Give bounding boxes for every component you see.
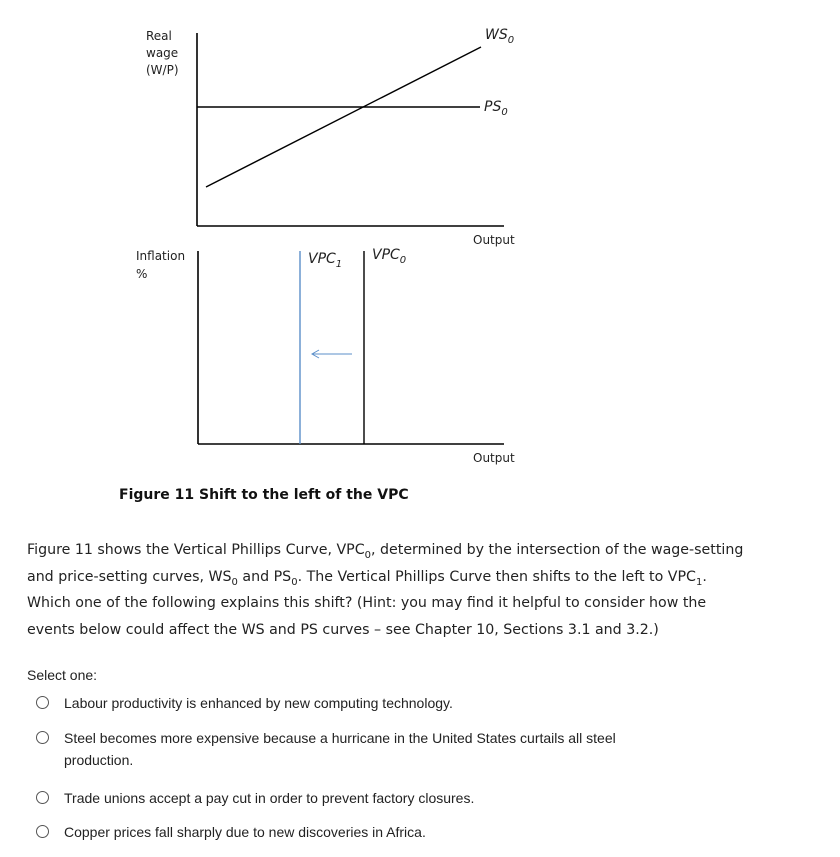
top-y-label: Real wage (W/P) xyxy=(146,29,179,77)
answer-option-4[interactable] xyxy=(36,821,684,843)
option-label: Copper prices fall sharply due to new discoveries in Africa. xyxy=(64,824,426,840)
ws-curve xyxy=(206,47,481,187)
left-arrow-icon xyxy=(312,350,352,358)
radio-button[interactable] xyxy=(36,791,49,804)
radio-button[interactable] xyxy=(36,825,49,838)
answer-option-1[interactable] xyxy=(36,692,684,714)
select-one-label: Select one: xyxy=(27,667,98,683)
answer-option-3[interactable] xyxy=(36,787,684,809)
top-x-label: Output xyxy=(473,233,515,247)
bottom-x-label: Output xyxy=(473,451,515,465)
answer-option-2[interactable] xyxy=(36,727,684,771)
ws-curve-label: $WS_0$ xyxy=(485,27,515,46)
question-text: Figure 11 shows the Vertical Phillips Curve, $VPC_0$, determined by the intersection of the wage-setting and price-setting curves, $WS_0$ and $PS_0$. The Vertical Phillips Curve then shifts to the left to $VPC_1$. Which one of the following explains this shift? (Hint: you may find it helpful to consider how the events below could affect the WS and PS curves – see Chapter 10, Sections 3.1 and 3.2.) xyxy=(27,542,744,638)
vpc0-curve-label: $VPC_0$ xyxy=(372,247,407,266)
bottom-y-label: Inflation % xyxy=(136,249,186,281)
option-label: Steel becomes more expensive because a hurricane in the United States curtails all steel production. xyxy=(64,730,616,768)
option-label: Trade unions accept a pay cut in order to prevent factory closures. xyxy=(64,790,475,806)
ps-curve-label: $PS_0$ xyxy=(484,99,508,118)
vpc1-curve-label: $VPC_1$ xyxy=(308,251,343,270)
option-label: Labour productivity is enhanced by new computing technology. xyxy=(64,695,453,711)
radio-button[interactable] xyxy=(36,696,49,709)
figure-caption: Figure 11 Shift to the left of the VPC xyxy=(119,487,409,503)
radio-button[interactable] xyxy=(36,731,49,744)
